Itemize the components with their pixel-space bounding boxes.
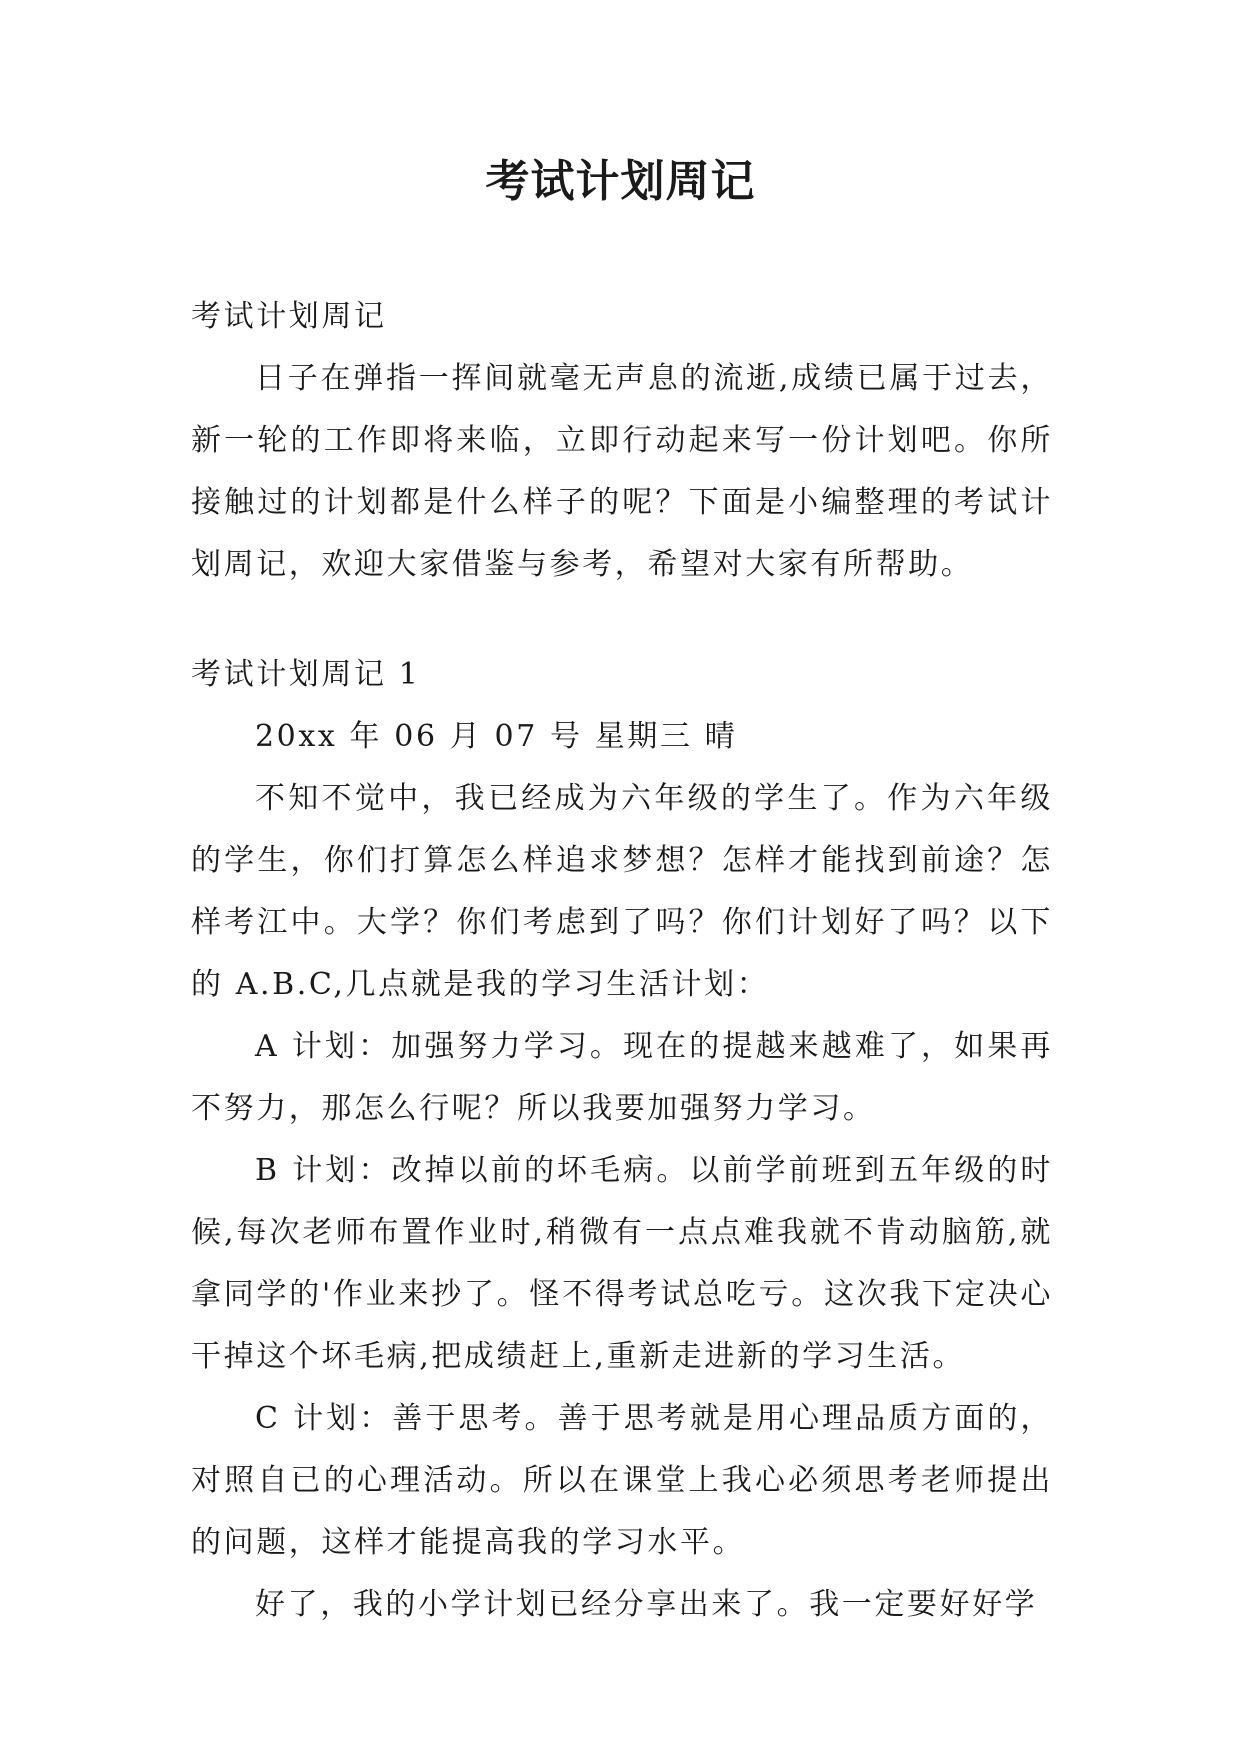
paragraph-closing: 好了，我的小学计划已经分享出来了。我一定要好好学 [255, 1587, 1038, 1622]
section-spacer [191, 596, 1053, 644]
date-line: 20xx 年 06 月 07 号 星期三 晴 [255, 719, 738, 754]
paragraph-plan-a: A 计划：加强努力学习。现在的提越来越难了，如果再不努力，那怎么行呢？所以我要加强努力学习。 [191, 1029, 1053, 1126]
document-body [191, 286, 1053, 1636]
intro-heading: 考试计划周记 [191, 299, 387, 334]
paragraph-opening: 不知不觉中，我已经成为六年级的学生了。作为六年级的学生，你们打算怎么样追求梦想？怎样才能找到前途？怎样考江中。大学？你们考虑到了吗？你们计划好了吗？以下的 A.B.C,几点就是我的学习生活计划： [191, 781, 1053, 1002]
intro-paragraph: 日子在弹指一挥间就毫无声息的流逝,成绩已属于过去，新一轮的工作即将来临，立即行动起来写一份计划吧。你所接触过的计划都是什么样子的呢？下面是小编整理的考试计划周记，欢迎大家借鉴与参考，希望对大家有所帮助。 [191, 361, 1053, 582]
paragraph-plan-b: B 计划：改掉以前的坏毛病。以前学前班到五年级的时候,每次老师布置作业时,稍微有一点点难我就不肯动脑筋,就拿同学的'作业来抄了。怪不得考试总吃亏。这次我下定决心干掉这个坏毛病,把成绩赶上,重新走进新的学习生活。 [191, 1153, 1053, 1374]
paragraph-plan-c: C 计划：善于思考。善于思考就是用心理品质方面的，对照自已的心理活动。所以在课堂上我心必须思考老师提出的问题，这样才能提高我的学习水平。 [191, 1401, 1053, 1560]
document-title: 考试计划周记 [485, 156, 756, 207]
section-heading: 考试计划周记 1 [191, 657, 421, 692]
